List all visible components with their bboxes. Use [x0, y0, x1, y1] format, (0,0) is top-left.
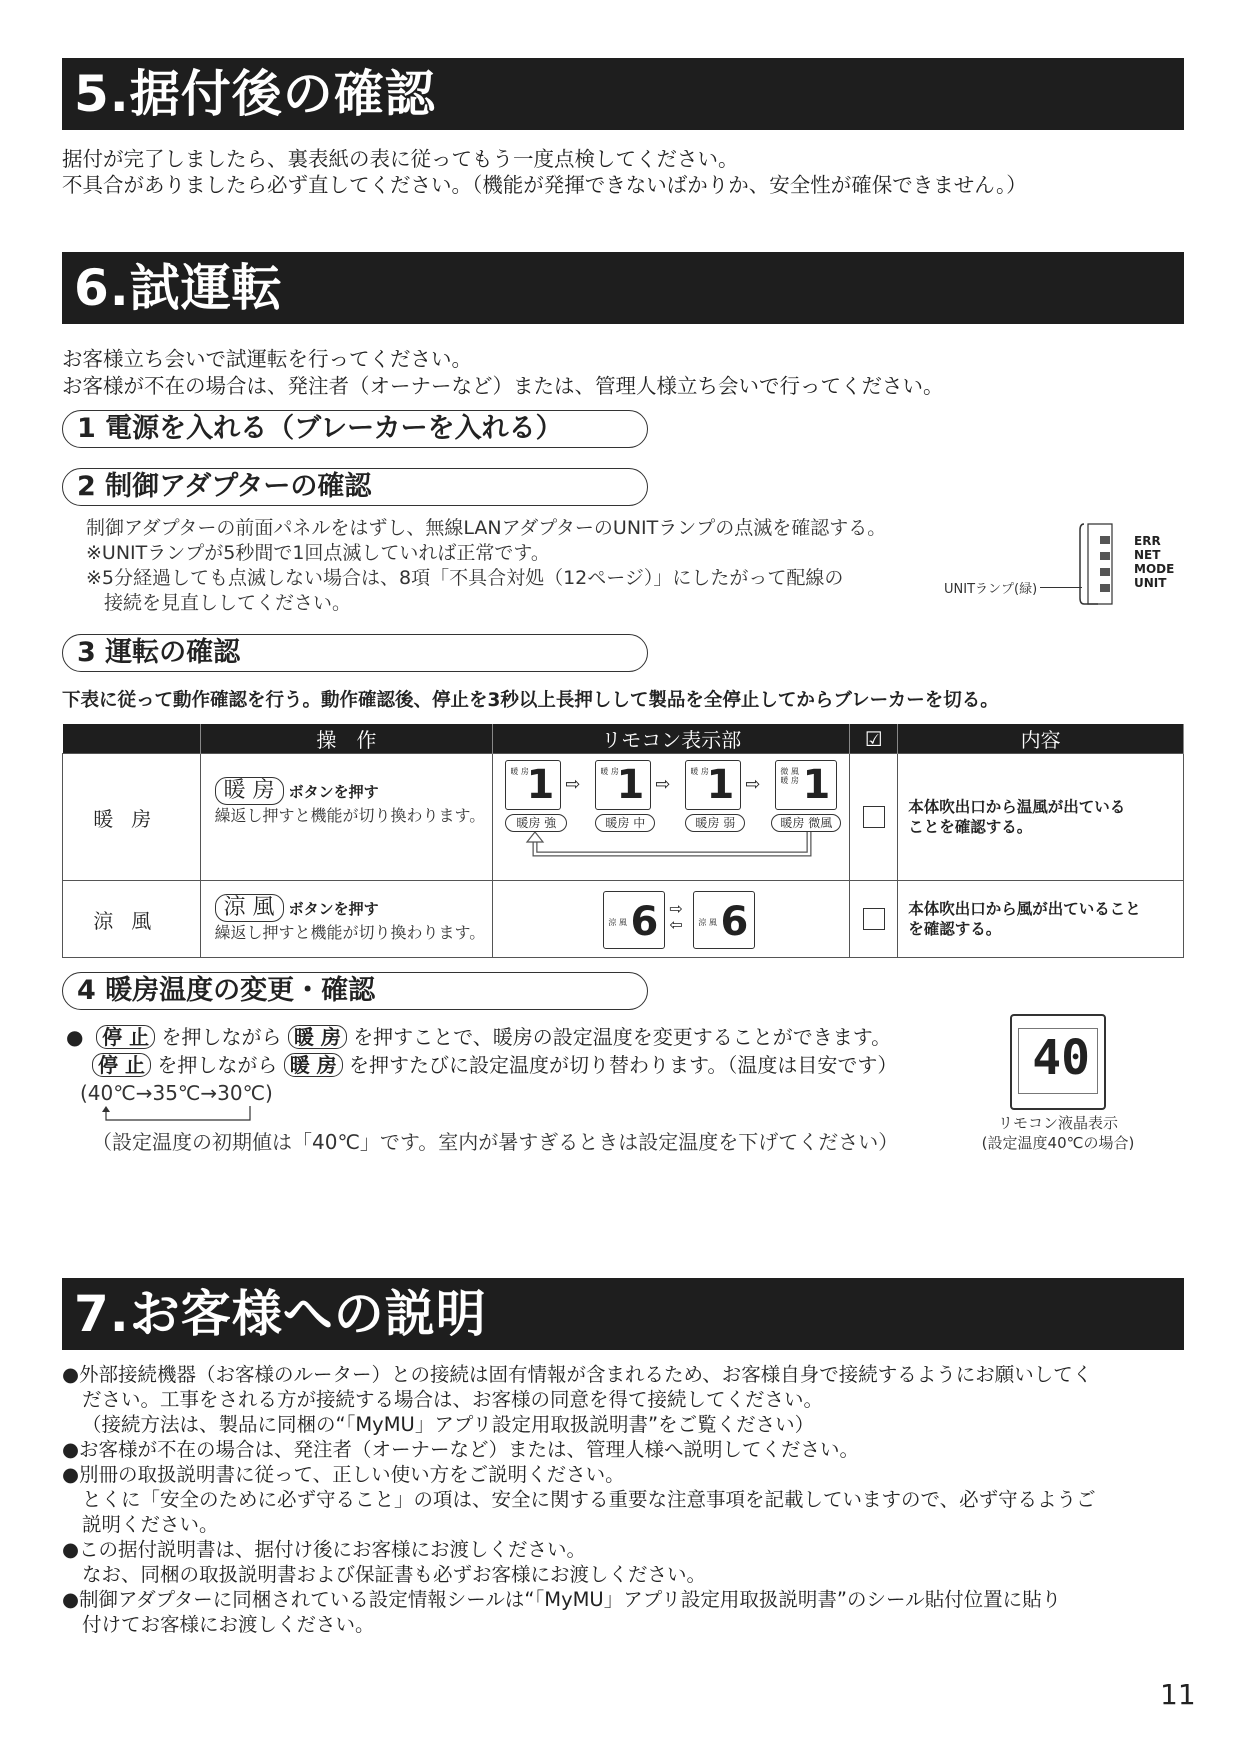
header-check: ☑ [850, 724, 898, 754]
arrow-right-icon: ⇨ [565, 774, 581, 795]
mode-capsule-weak: 暖房 弱 [685, 814, 745, 832]
operation-cell-cool-breeze [200, 881, 493, 958]
step-2-line-2: ※UNITランプが5秒間で1回点滅していれば正常です。 [86, 542, 550, 564]
lcd-heating-breeze: 微 風 暖 房 1 [775, 760, 837, 810]
lamp-label-unit: UNIT [1134, 576, 1167, 590]
list-item: ●制御アダプターに同梱されている設定情報シールは“「MyMU」アプリ設定用取扱説明書”のシール貼付位置に貼り [62, 1588, 1062, 1611]
list-item-cont: なお、同梱の取扱説明書および保証書も必ずお客様にお渡しください。 [82, 1563, 707, 1586]
list-item-cont: とくに「安全のために必ず守ること」の項は、安全に関する重要な注意事項を記載していますので、必ず守るようご [82, 1488, 1096, 1511]
unit-lamp-caption: UNITランプ(緑) [944, 582, 1038, 597]
repeat-note: 繰返し押すと機能が切り換わります。 [214, 923, 486, 942]
header-operation: 操 作 [200, 724, 493, 754]
step-3-description: 下表に従って動作確認を行う。動作確認後、停止を3秒以上長押しして製品を全停止してからブレーカーを切る。 [62, 690, 999, 711]
lamp-labels [1134, 534, 1174, 590]
mode-capsule-strong: 暖房 強 [505, 814, 567, 832]
page-number: 11 [1160, 1678, 1196, 1711]
s5-paragraph-1: 据付が完了しましたら、裏表紙の表に従ってもう一度点検してください。 [62, 147, 739, 171]
step-4-heading: 4 暖房温度の変更・確認 [62, 972, 648, 1010]
list-item-cont: 付けてお客様にお渡しください。 [82, 1613, 375, 1636]
unit-lamp-leader-line [1040, 587, 1082, 588]
header-blank [63, 724, 201, 754]
operation-table [62, 724, 1184, 958]
swap-arrows-icon: ⇨ ⇦ [669, 899, 683, 934]
mode-capsule-breeze: 暖房 微風 [771, 814, 841, 832]
step-2-line-1: 制御アダプターの前面パネルをはずし、無線LANアダプターのUNITランプの点滅を確認する。 [86, 517, 887, 539]
lcd-heating-strong: 暖 房 1 [505, 760, 561, 810]
heating-button-label: 暖 房 [288, 1025, 347, 1049]
cycle-back-arrow-icon [523, 832, 823, 862]
mode-capsule-medium: 暖房 中 [595, 814, 655, 832]
heating-button-label: 暖 房 [215, 777, 284, 805]
step-2-heading: 2 制御アダプターの確認 [62, 468, 648, 506]
section-6-title: 6.試運転 [62, 252, 1184, 324]
stop-button-label: 停 止 [92, 1053, 151, 1077]
content-cool-breeze: 本体吹出口から風が出ていること を確認する。 [898, 881, 1184, 958]
arrow-right-icon: ⇨ [655, 774, 671, 795]
display-cell-cool-breeze [493, 881, 850, 958]
check-cell-cool-breeze[interactable] [850, 881, 898, 958]
lcd-40-display [1010, 1014, 1106, 1110]
repeat-note: 繰返し押すと機能が切り換わります。 [214, 806, 486, 825]
lcd-heating-weak: 暖 房 1 [685, 760, 741, 810]
table-header-row [63, 724, 1184, 754]
row-label-heating: 暖房 [63, 754, 201, 881]
lcd-heating-medium: 暖 房 1 [595, 760, 651, 810]
s6-paragraph-2: お客様が不在の場合は、発注者（オーナーなど）または、管理人様立ち会いで行ってください。 [62, 374, 944, 398]
step-2-line-4: 接続を見直ししてください。 [104, 592, 352, 614]
list-item-cont: 説明ください。 [82, 1513, 219, 1536]
table-row [63, 754, 1184, 881]
checkbox[interactable] [863, 908, 885, 930]
list-item: ●お客様が不在の場合は、発注者（オーナーなど）または、管理人様へ説明してください。 [62, 1438, 860, 1461]
press-label: ボタンを押す [288, 900, 379, 918]
lamp-label-net: NET [1134, 548, 1161, 562]
lamp-label-err: ERR [1134, 534, 1161, 548]
header-display: リモコン表示部 [493, 724, 850, 754]
lcd-40-value: 40 [1032, 1030, 1090, 1086]
s6-paragraph-1: お客様立ち会いで試運転を行ってください。 [62, 347, 472, 371]
checkbox[interactable] [863, 806, 885, 828]
table-row [63, 881, 1184, 958]
list-item: ●別冊の取扱説明書に従って、正しい使い方をご説明ください。 [62, 1463, 625, 1486]
check-cell-heating[interactable] [850, 754, 898, 881]
section-5-title: 5.据付後の確認 [62, 58, 1184, 130]
stop-button-label: 停 止 [96, 1025, 155, 1049]
row-label-cool-breeze: 涼風 [63, 881, 201, 958]
bullet-icon: ● [66, 1025, 97, 1049]
arrow-right-icon: ⇨ [745, 774, 761, 795]
lamp-label-mode: MODE [1134, 562, 1175, 576]
temperature-sequence: (40℃→35℃→30℃) [80, 1081, 273, 1105]
adapter-panel-illustration [1078, 522, 1134, 606]
step-4-line-1: ● 停 止 を押しながら 暖 房 を押すことで、暖房の設定温度を変更することができます。 [66, 1025, 892, 1049]
step-1-heading: 1 電源を入れる（ブレーカーを入れる） [62, 410, 648, 448]
lcd-40-caption-1: リモコン液晶表示 [997, 1114, 1118, 1132]
s7-bullet-list [62, 1362, 1096, 1637]
list-item: ●外部接続機器（お客様のルーター）との接続は固有情報が含まれるため、お客様自身で接続するようにお願いしてく [62, 1363, 1093, 1386]
operation-cell-heating [200, 754, 493, 881]
press-label: ボタンを押す [288, 783, 379, 801]
list-item: ●この据付説明書は、据付け後にお客様にお渡しください。 [62, 1538, 587, 1561]
heating-button-label: 暖 房 [284, 1053, 343, 1077]
step-4-note: （設定温度の初期値は「40℃」です。室内が暑すぎるときは設定温度を下げてください） [92, 1130, 899, 1154]
content-heating: 本体吹出口から温風が出ている ことを確認する。 [898, 754, 1184, 881]
step-2-line-3: ※5分経過しても点滅しない場合は、8項「不具合対処（12ページ）」にしたがって配線の [86, 567, 844, 589]
s5-paragraph-2: 不具合がありましたら必ず直してください。（機能が発揮できないばかりか、安全性が確保できません。） [62, 173, 1027, 197]
header-content: 内容 [898, 724, 1184, 754]
step-4-line-2: 停 止 を押しながら 暖 房 を押すたびに設定温度が切り替わります。（温度は目安です） [92, 1053, 897, 1077]
step-3-heading: 3 運転の確認 [62, 634, 648, 672]
lcd-cool-breeze-2: 涼 風 6 [693, 891, 755, 949]
lcd-40-caption-2: (設定温度40℃の場合) [981, 1134, 1135, 1152]
cool-breeze-button-label: 涼 風 [215, 894, 284, 922]
sequence-return-arrow-icon [96, 1106, 256, 1124]
list-item-cont: ださい。工事をされる方が接続する場合は、お客様の同意を得て接続してください。 [82, 1388, 824, 1411]
display-cell-heating [493, 754, 850, 881]
section-7-title: 7.お客様への説明 [62, 1278, 1184, 1350]
list-item-cont: （接続方法は、製品に同梱の“「MyMU」アプリ設定用取扱説明書”をご覧ください） [82, 1413, 815, 1436]
lcd-cool-breeze-1: 涼 風 6 [603, 891, 665, 949]
